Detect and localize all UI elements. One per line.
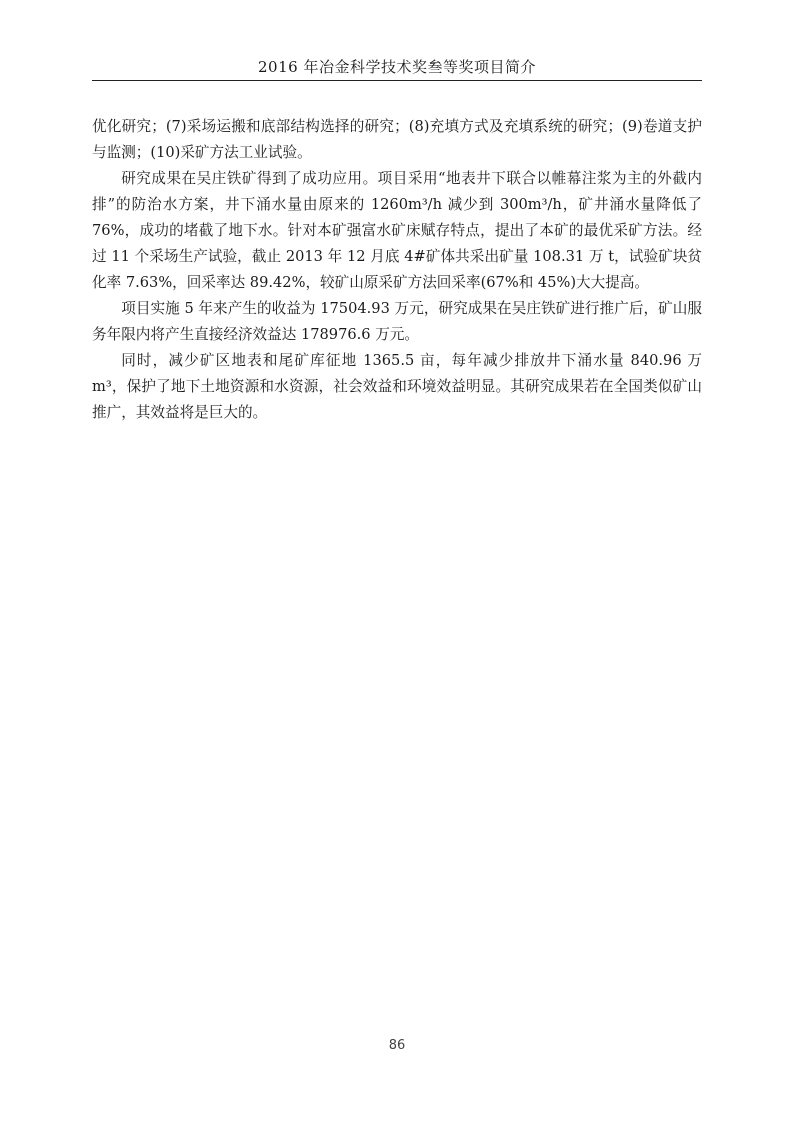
page-header-title: 2016 年冶金科学技术奖叁等奖项目简介 — [258, 58, 536, 76]
paragraph-social-benefit: 同时，减少矿区地表和尾矿库征地 1365.5 亩，每年减少排放井下涌水量 840.96 万 m³，保护了地下土地资源和水资源，社会效益和环境效益明显。其研究成果若在全国类似矿山推广，其效益将是巨大的。 — [92, 352, 702, 421]
header-divider — [92, 80, 702, 81]
paragraph-economic-benefit: 项目实施 5 年来产生的收益为 17504.93 万元，研究成果在吴庄铁矿进行推广后，矿山服务年限内将产生直接经济效益达 178976.6 万元。 — [92, 300, 702, 343]
paragraph-application: 研究成果在吴庄铁矿得到了成功应用。项目采用“地表井下联合以帷幕注浆为主的外截内排”的防治水方案，井下涌水量由原来的 1260m³/h 减少到 300m³/h，矿井涌水量降低了 76%，成功的堵截了地下水。针对本矿强富水矿床赋存特点，提出了本矿的最优采矿方法。经过 11 个采场生产试验，截止 2013 年 12 月底 4#矿体共采出矿量 108.31 万 t，试验矿块贫化率 7.63%，回采率达 89.42%，较矿山原采矿方法回采率(67%和 45%)大大提高。 — [92, 170, 702, 291]
paragraph-continuation: 优化研究；(7)采场运搬和底部结构选择的研究；(8)充填方式及充填系统的研究；(9)卷道支护与监测；(10)采矿方法工业试验。 — [92, 118, 702, 161]
page-number: 86 — [388, 1038, 406, 1053]
body-text — [92, 114, 702, 426]
